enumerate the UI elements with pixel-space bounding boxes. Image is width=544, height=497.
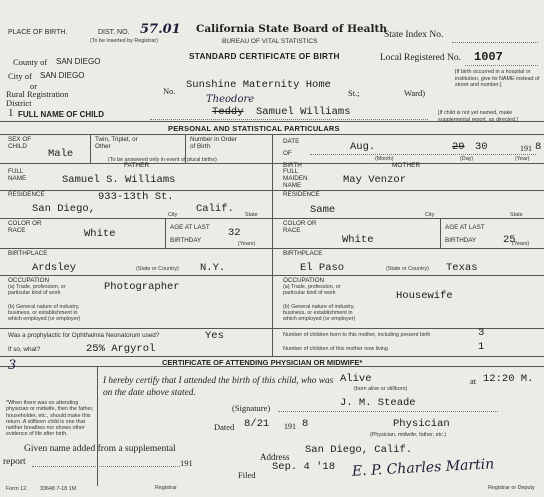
father-residence-label: RESIDENCE bbox=[8, 191, 45, 198]
dist-note: (To be inserted by Registrar) bbox=[90, 38, 159, 44]
born-caption: (born alive or stillborn) bbox=[354, 386, 408, 392]
hospital-note: [If birth occurred in a hospital or institution, give its NAME instead of street and number.] bbox=[455, 69, 540, 88]
rule-vertical-sex bbox=[90, 134, 91, 163]
mother-color-label: COLOR OR RACE bbox=[283, 220, 317, 234]
father-birthplace-state: N.Y. bbox=[200, 262, 226, 274]
twin-label: Twin, Triplet, or Other bbox=[95, 136, 138, 150]
sex-value: Male bbox=[48, 148, 74, 160]
date-of-birth-label: DATE OF BIRTH bbox=[283, 138, 302, 169]
mother-state-country-caption: (State or Country) bbox=[386, 266, 429, 272]
father-color-value: White bbox=[84, 228, 116, 240]
sex-label: SEX OF CHILD bbox=[8, 136, 32, 150]
father-heading: FATHER bbox=[124, 162, 150, 169]
certify-note: *When there was no attending physician or midwife, then the father, householder, etc., should make this return. A stillborn child is one that neither breathes nor shows other evidence of life after birth. bbox=[6, 400, 94, 438]
father-age-value: 32 bbox=[228, 227, 241, 239]
mother-age-label: AGE AT LAST BIRTHDAY bbox=[445, 224, 485, 244]
rule-vertical-certify bbox=[97, 366, 98, 486]
rule-vertical-age-father bbox=[165, 218, 166, 248]
father-residence-street: 933-13th St. bbox=[98, 191, 174, 203]
mother-birthplace-state: Texas bbox=[446, 262, 478, 274]
mother-occupation-label: OCCUPATION bbox=[283, 277, 325, 284]
plural-note: (To be answered only in event of plural births) bbox=[108, 157, 217, 163]
mother-years-caption: (Years) bbox=[512, 241, 530, 247]
filed-label: Filed bbox=[238, 470, 256, 480]
local-reg-label: Local Registered No. bbox=[380, 53, 461, 63]
child-name-struck: Teddy bbox=[212, 106, 244, 118]
dated-value: 8/21 bbox=[244, 418, 270, 430]
supplemental-registrar-label: Registrar bbox=[155, 485, 177, 491]
place-of-birth-label: PLACE OF BIRTH. bbox=[8, 29, 68, 36]
mother-name-value: May Venzor bbox=[343, 174, 407, 186]
day-caption: (Day) bbox=[460, 156, 474, 162]
child-name-note: [If child is not yet named, make supplemental report, as directed.] bbox=[438, 110, 519, 123]
certify-text-1: I hereby certify that I attended the birth of this child, who was bbox=[103, 376, 334, 386]
child-name-inserted: Theodore bbox=[206, 94, 255, 105]
city-label: City of bbox=[8, 71, 32, 81]
signature-label: (Signature) bbox=[232, 403, 271, 413]
certify-time: 12:20 M. bbox=[483, 373, 534, 385]
mother-occ-a-label: (a) Trade, profession, or particular kind of work bbox=[283, 284, 341, 296]
child-name-rest: Samuel Williams bbox=[256, 106, 351, 118]
local-reg-value: 1007 bbox=[474, 50, 503, 64]
father-occ-b-label: (b) General nature of industry, business, or establishment in which employed (or employer) bbox=[8, 304, 81, 322]
signature-value: J. M. Steade bbox=[340, 397, 416, 409]
filed-date: Sep. 4 '18 bbox=[272, 461, 336, 473]
rule-vertical-center bbox=[272, 134, 273, 356]
father-city-caption: City bbox=[168, 212, 178, 218]
children-born-label: Number of children born to this mother, including present birth bbox=[283, 332, 431, 338]
ward-label: Ward) bbox=[404, 88, 426, 98]
mother-birthplace-city: El Paso bbox=[300, 262, 345, 274]
children-living-label: Number of children of this mother now living bbox=[283, 346, 388, 352]
father-name-value: Samuel S. Williams bbox=[62, 174, 176, 186]
mother-color-value: White bbox=[342, 234, 374, 246]
local-reg-line bbox=[465, 65, 538, 66]
supplemental-text: Given name added from a supplemental bbox=[24, 444, 176, 454]
supplemental-year-prefix: 191 bbox=[180, 458, 193, 468]
county-label: County of bbox=[13, 57, 48, 67]
address-label: Address bbox=[260, 452, 290, 462]
state-index-line bbox=[452, 42, 538, 43]
mother-city-caption: City bbox=[425, 212, 435, 218]
prophylactic-what-label: If so, what? bbox=[8, 346, 41, 353]
father-color-label: COLOR OR RACE bbox=[8, 220, 42, 234]
child-name-label: FULL NAME OF CHILD bbox=[18, 110, 105, 119]
father-age-label: AGE AT LAST BIRTHDAY bbox=[170, 224, 210, 244]
attending-heading: CERTIFICATE OF ATTENDING PHYSICIAN OR MIDWIFE* bbox=[162, 358, 363, 367]
board-title: California State Board of Health bbox=[196, 23, 387, 35]
child-name-number: 1 bbox=[8, 107, 14, 119]
certify-number: 3 bbox=[8, 358, 17, 373]
birth-address-value: Sunshine Maternity Home bbox=[186, 79, 331, 91]
certify-at-label: at bbox=[470, 376, 477, 386]
father-residence-state: Calif. bbox=[196, 203, 234, 215]
father-occupation-label: OCCUPATION bbox=[8, 277, 50, 284]
dated-year: 8 bbox=[302, 418, 309, 430]
birth-day: 30 bbox=[475, 141, 488, 153]
rural-label: Rural Registration District bbox=[6, 89, 69, 108]
mother-age-value: 25 bbox=[503, 234, 516, 246]
physician-address: San Diego, Calif. bbox=[305, 444, 413, 456]
order-label: Number in Order of Birth bbox=[190, 136, 237, 150]
father-occ-a-label: (a) Trade, profession, or particular kind of work bbox=[8, 284, 66, 296]
year-caption: (Year) bbox=[515, 156, 530, 162]
personal-particulars-heading: PERSONAL AND STATISTICAL PARTICULARS bbox=[168, 124, 340, 133]
form-code: 33648 7-18 1M bbox=[40, 486, 77, 492]
supplemental-line bbox=[32, 466, 180, 467]
birth-year-prefix: 191 bbox=[520, 144, 532, 153]
city-value: SAN DIEGO bbox=[40, 71, 85, 80]
prophylactic-label: Was a prophylactic for Ophthalmia Neonatorum used? bbox=[8, 332, 160, 339]
dist-no-value: 57.01 bbox=[140, 22, 181, 37]
form-number: Form 12. bbox=[6, 486, 28, 492]
mother-heading: MOTHER bbox=[392, 162, 421, 169]
dated-year-prefix: 191 bbox=[284, 422, 296, 431]
dated-label: Dated bbox=[214, 422, 235, 432]
address-no-label: No. bbox=[163, 86, 176, 96]
mother-birthplace-label: BIRTHPLACE bbox=[283, 250, 323, 257]
or-label: or bbox=[30, 81, 38, 91]
father-state-caption: State bbox=[245, 212, 258, 218]
father-residence-city: San Diego, bbox=[32, 203, 96, 215]
registrar-deputy-label: Registrar or Deputy bbox=[488, 485, 535, 491]
father-birthplace-label: BIRTHPLACE bbox=[8, 250, 48, 257]
bureau-title: BUREAU OF VITAL STATISTICS bbox=[222, 38, 318, 45]
dist-no-label: DIST. NO. bbox=[98, 29, 130, 36]
birth-date-line bbox=[310, 154, 536, 155]
children-born-value: 3 bbox=[478, 327, 485, 339]
month-caption: (Month) bbox=[375, 156, 394, 162]
children-living-value: 1 bbox=[478, 341, 485, 353]
county-value: SAN DIEGO bbox=[56, 57, 101, 66]
physician-title: Physician bbox=[393, 418, 450, 430]
state-index-label: State Index No. bbox=[384, 30, 444, 40]
mother-state-caption: State bbox=[510, 212, 523, 218]
father-years-caption: (Years) bbox=[238, 241, 256, 247]
father-state-country-caption: (State or Country) bbox=[136, 266, 179, 272]
registrar-signature: E. P. Charles Martin bbox=[351, 456, 495, 480]
birth-month: Aug. bbox=[350, 141, 376, 153]
birth-year: 8 bbox=[535, 141, 542, 153]
st-label: St.; bbox=[348, 88, 360, 98]
title-caption: (Physician, midwife, father, etc.) bbox=[370, 432, 447, 438]
mother-occ-b-label: (b) General nature of industry, business, or establishment in which employed (or employer) bbox=[283, 304, 356, 322]
certify-status: Alive bbox=[340, 373, 372, 385]
supplemental-report-label: report bbox=[3, 457, 26, 467]
mother-residence-label: RESIDENCE bbox=[283, 191, 320, 198]
child-name-line bbox=[150, 119, 428, 120]
father-occupation-value: Photographer bbox=[104, 281, 180, 293]
signature-line bbox=[278, 411, 498, 412]
birth-day-struck: 29 bbox=[452, 141, 465, 153]
prophylactic-value: Yes bbox=[205, 330, 224, 342]
prophylactic-what-value: 25% Argyrol bbox=[86, 343, 156, 355]
father-name-label: FULL NAME bbox=[8, 168, 27, 182]
rule-vertical-age-mother bbox=[440, 218, 441, 248]
father-birthplace-city: Ardsley bbox=[32, 262, 77, 274]
certificate-title: STANDARD CERTIFICATE OF BIRTH bbox=[189, 52, 340, 61]
mother-name-label: FULL MAIDEN NAME bbox=[283, 168, 308, 189]
rule-prophylactic-bottom bbox=[0, 356, 544, 357]
certify-text-2: on the date above stated. bbox=[103, 388, 196, 398]
mother-occupation-value: Housewife bbox=[396, 290, 453, 302]
mother-residence-value: Same bbox=[310, 204, 336, 216]
